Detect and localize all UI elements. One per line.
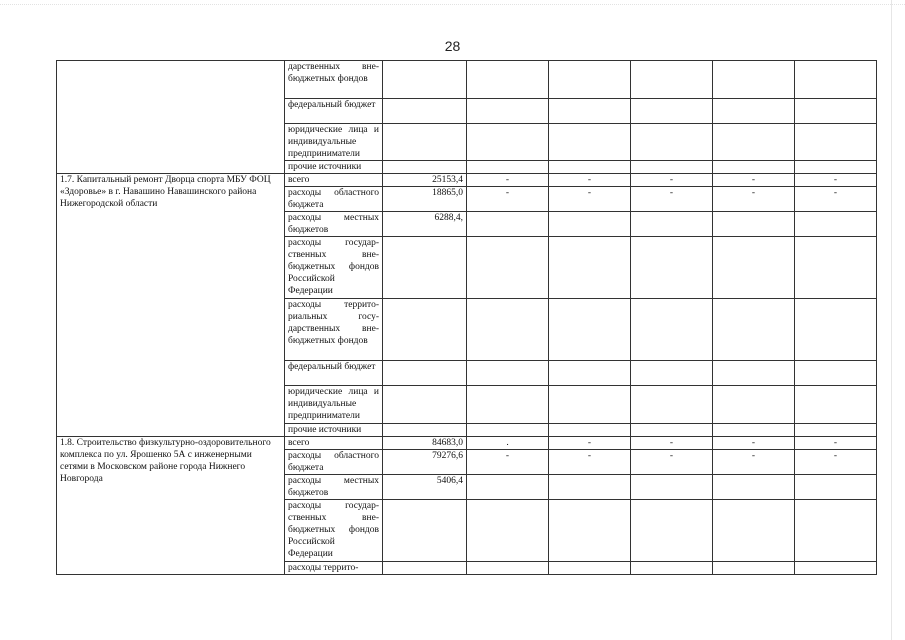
total-cell (383, 99, 467, 124)
year-cell: - (713, 450, 795, 475)
year-cell: - (631, 187, 713, 212)
source-cell: расходы областного бюджета (285, 450, 383, 475)
year-cell (631, 500, 713, 562)
table-row (57, 61, 877, 99)
year-cell (549, 237, 631, 299)
year-cell: - (713, 437, 795, 450)
year-cell: - (549, 450, 631, 475)
year-cell (549, 562, 631, 575)
year-cell (713, 424, 795, 437)
year-cell (549, 61, 631, 99)
total-cell (383, 237, 467, 299)
year-cell (795, 161, 877, 174)
year-cell (631, 212, 713, 237)
year-cell (713, 475, 795, 500)
year-cell: - (467, 450, 549, 475)
year-cell (631, 475, 713, 500)
year-cell: - (795, 174, 877, 187)
total-cell: 6288,4, (383, 212, 467, 237)
year-cell: - (631, 450, 713, 475)
year-cell: - (549, 174, 631, 187)
page-number: 28 (444, 38, 461, 54)
year-cell (467, 99, 549, 124)
year-cell (631, 361, 713, 386)
measure-cell: 1.8. Строительство физкультурно-оздоровительного комплекса по ул. Ярошенко 5А с инженерными сетями в Московском районе города Нижнего Новгорода (57, 437, 285, 575)
year-cell: - (549, 437, 631, 450)
year-cell (795, 500, 877, 562)
total-cell (383, 299, 467, 361)
year-cell (795, 299, 877, 361)
source-cell: дарственных внебюджетных фондов (285, 61, 383, 99)
scan-edge-line (891, 0, 892, 640)
total-cell: 79276,6 (383, 450, 467, 475)
year-cell (467, 424, 549, 437)
source-cell: прочие источники (285, 424, 383, 437)
year-cell (713, 124, 795, 161)
year-cell (795, 386, 877, 424)
year-cell (713, 237, 795, 299)
year-cell (467, 237, 549, 299)
year-cell (631, 124, 713, 161)
year-cell: - (467, 187, 549, 212)
year-cell (795, 562, 877, 575)
measure-cell: 1.7. Капитальный ремонт Дворца спорта МБУ ФОЦ «Здоровье» в г. Навашино Навашинского района Нижегородской области (57, 174, 285, 437)
year-cell (631, 562, 713, 575)
year-cell (713, 212, 795, 237)
year-cell (631, 237, 713, 299)
total-cell (383, 61, 467, 99)
total-cell (383, 386, 467, 424)
year-cell (467, 562, 549, 575)
year-cell (795, 361, 877, 386)
year-cell (631, 99, 713, 124)
year-cell (795, 475, 877, 500)
total-cell (383, 562, 467, 575)
year-cell (549, 500, 631, 562)
source-cell: расходы областного бюджета (285, 187, 383, 212)
source-cell: всего (285, 437, 383, 450)
total-cell (383, 124, 467, 161)
source-cell: расходы террито- (285, 562, 383, 575)
source-cell: расходы местных бюджетов (285, 475, 383, 500)
total-cell: 5406,4 (383, 475, 467, 500)
year-cell (713, 61, 795, 99)
year-cell (795, 99, 877, 124)
year-cell (467, 361, 549, 386)
year-cell: - (795, 450, 877, 475)
year-cell: . (467, 437, 549, 450)
year-cell: - (631, 437, 713, 450)
year-cell: - (795, 437, 877, 450)
year-cell (795, 424, 877, 437)
year-cell (795, 124, 877, 161)
year-cell (631, 61, 713, 99)
source-cell: расходы государственных внебюджетных фондов Российской Федерации (285, 237, 383, 299)
year-cell (467, 386, 549, 424)
year-cell (549, 386, 631, 424)
measure-cell (57, 61, 285, 174)
scan-top-rule (0, 4, 905, 5)
year-cell (549, 299, 631, 361)
year-cell (631, 386, 713, 424)
total-cell (383, 361, 467, 386)
year-cell (549, 424, 631, 437)
source-cell: расходы государственных внебюджетных фондов Российской Федерации (285, 500, 383, 562)
year-cell (549, 212, 631, 237)
year-cell (713, 99, 795, 124)
year-cell (467, 475, 549, 500)
year-cell (795, 61, 877, 99)
source-cell: прочие источники (285, 161, 383, 174)
year-cell (713, 386, 795, 424)
year-cell: - (713, 174, 795, 187)
total-cell: 18865,0 (383, 187, 467, 212)
year-cell (549, 124, 631, 161)
year-cell (795, 212, 877, 237)
year-cell: - (713, 187, 795, 212)
year-cell (467, 212, 549, 237)
year-cell (713, 500, 795, 562)
total-cell: 25153,4 (383, 174, 467, 187)
year-cell (467, 500, 549, 562)
year-cell: - (467, 174, 549, 187)
total-cell (383, 161, 467, 174)
total-cell: 84683,0 (383, 437, 467, 450)
source-cell: расходы местных бюджетов (285, 212, 383, 237)
year-cell (795, 237, 877, 299)
year-cell (713, 361, 795, 386)
source-cell: всего (285, 174, 383, 187)
year-cell (549, 99, 631, 124)
year-cell (549, 161, 631, 174)
year-cell (549, 361, 631, 386)
year-cell: - (631, 174, 713, 187)
year-cell (467, 299, 549, 361)
source-cell: юридические лица и индивидуальные предприниматели (285, 386, 383, 424)
year-cell (549, 475, 631, 500)
year-cell (631, 161, 713, 174)
total-cell (383, 500, 467, 562)
year-cell (713, 299, 795, 361)
year-cell (631, 424, 713, 437)
year-cell: - (795, 187, 877, 212)
budget-table (56, 60, 877, 575)
table-row (57, 437, 877, 450)
source-cell: юридические лица и индивидуальные предприниматели (285, 124, 383, 161)
table-row (57, 174, 877, 187)
year-cell (631, 299, 713, 361)
source-cell: федеральный бюджет (285, 361, 383, 386)
year-cell: - (549, 187, 631, 212)
total-cell (383, 424, 467, 437)
source-cell: расходы территориальных государственных внебюджетных фондов (285, 299, 383, 361)
year-cell (467, 61, 549, 99)
year-cell (467, 161, 549, 174)
year-cell (467, 124, 549, 161)
year-cell (713, 161, 795, 174)
source-cell: федеральный бюджет (285, 99, 383, 124)
year-cell (713, 562, 795, 575)
